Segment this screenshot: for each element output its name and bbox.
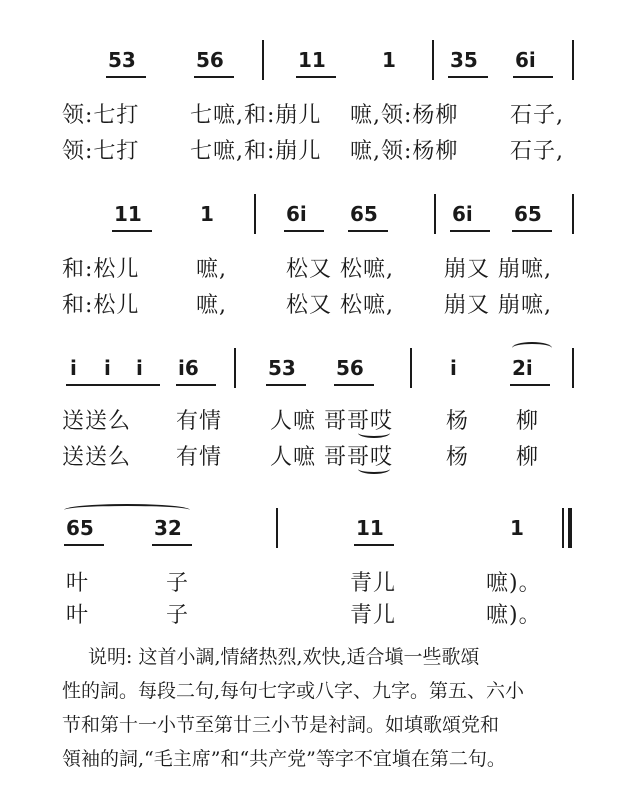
lyric-line <box>0 404 637 434</box>
barline <box>434 194 436 234</box>
barline <box>234 348 236 388</box>
lyric: 崩又 崩嗻, <box>444 257 552 282</box>
lyric: 松又 松嗻, <box>286 257 394 282</box>
lyric-line <box>0 566 637 596</box>
underline <box>512 230 552 232</box>
underline <box>450 230 490 232</box>
lyric: 青儿 <box>350 571 397 596</box>
lyric: 石子, <box>510 103 564 128</box>
explanation-line: 说明: 这首小調,情緒热烈,欢快,适合塡一些歌頌 <box>88 646 480 668</box>
final-barline <box>568 508 572 548</box>
underline <box>152 544 192 546</box>
lyric: 领:七打 <box>62 103 140 128</box>
underline <box>176 384 216 386</box>
underline <box>194 76 234 78</box>
lyric: 人嗻 哥哥哎 <box>270 409 393 434</box>
lyric: 领:七打 <box>62 139 140 164</box>
barline <box>572 348 574 388</box>
underline <box>296 76 336 78</box>
note-group: 53 <box>108 48 136 72</box>
underline <box>66 384 160 386</box>
lyric: 嗻, <box>196 257 227 282</box>
note-group: i6 <box>178 356 199 380</box>
lyric: 嗻)。 <box>486 603 542 628</box>
notation-line-2 <box>0 202 637 242</box>
barline <box>254 194 256 234</box>
lyric: 七嗻,和:崩儿 <box>190 139 322 164</box>
note-group: i <box>70 356 77 380</box>
lyric-line <box>0 598 637 628</box>
lyric: 嗻,领:杨柳 <box>350 103 459 128</box>
note-group: 65 <box>66 516 94 540</box>
barline <box>410 348 412 388</box>
notation-line-1 <box>0 48 637 88</box>
barline <box>572 194 574 234</box>
lyric: 送送么 <box>62 445 132 470</box>
explanation-line: 領袖的詞,“毛主席”和“共产党”等字不宜塡在第二句。 <box>62 748 506 770</box>
explanation-line: 节和第十一小节至第廿三小节是衬詞。如填歌頌党和 <box>62 714 500 736</box>
underline <box>284 230 324 232</box>
note-group: 35 <box>450 48 478 72</box>
explanation <box>62 640 608 776</box>
lyric-line <box>0 98 637 128</box>
explanation-line: 性的詞。每段二句,每句七字或八字、九字。第五、六小 <box>62 680 525 702</box>
note-group: i <box>450 356 457 380</box>
underline <box>112 230 152 232</box>
lyric-line <box>0 288 637 318</box>
note-group: 65 <box>514 202 542 226</box>
underline <box>334 384 374 386</box>
note-group: 2i <box>512 356 533 380</box>
note-group: 32 <box>154 516 182 540</box>
note-group: 6i <box>515 48 536 72</box>
note-group: 1 <box>200 202 214 226</box>
barline <box>276 508 278 548</box>
lyric: 杨 <box>446 445 470 470</box>
lyric: 崩又 崩嗻, <box>444 293 552 318</box>
lyric: 子 <box>166 603 190 628</box>
underline <box>510 384 550 386</box>
note-group: 56 <box>336 356 364 380</box>
barline <box>432 40 434 80</box>
note-group: 56 <box>196 48 224 72</box>
note-group: 53 <box>268 356 296 380</box>
lyric: 嗻,领:杨柳 <box>350 139 459 164</box>
underline <box>106 76 146 78</box>
notation-line-3 <box>0 356 637 396</box>
notation-line-4 <box>0 516 637 556</box>
slur <box>64 504 190 516</box>
lyric: 柳 <box>516 445 540 470</box>
note-group: i <box>136 356 143 380</box>
note-group: 11 <box>114 202 142 226</box>
note-group: i <box>104 356 111 380</box>
tie <box>358 464 390 474</box>
barline <box>572 40 574 80</box>
lyric: 嗻)。 <box>486 571 542 596</box>
tie <box>358 428 390 438</box>
underline <box>354 544 394 546</box>
lyric: 有情 <box>176 409 223 434</box>
note-group: 65 <box>350 202 378 226</box>
underline <box>348 230 388 232</box>
lyric: 和:松儿 <box>62 257 140 282</box>
lyric: 嗻, <box>196 293 227 318</box>
lyric: 送送么 <box>62 409 132 434</box>
lyric: 人嗻 哥哥哎 <box>270 445 393 470</box>
underline <box>64 544 104 546</box>
note-group: 6i <box>452 202 473 226</box>
lyric: 叶 <box>66 571 90 596</box>
underline <box>266 384 306 386</box>
underline <box>513 76 553 78</box>
lyric-line <box>0 134 637 164</box>
lyric: 七嗻,和:崩儿 <box>190 103 322 128</box>
lyric: 柳 <box>516 409 540 434</box>
slur <box>512 342 552 354</box>
barline <box>562 508 564 548</box>
lyric: 松又 松嗻, <box>286 293 394 318</box>
note-group: 1 <box>510 516 524 540</box>
note-group: 6i <box>286 202 307 226</box>
lyric-line <box>0 252 637 282</box>
barline <box>262 40 264 80</box>
note-group: 1 <box>382 48 396 72</box>
note-group: 11 <box>298 48 326 72</box>
lyric: 杨 <box>446 409 470 434</box>
lyric: 有情 <box>176 445 223 470</box>
lyric: 青儿 <box>350 603 397 628</box>
underline <box>448 76 488 78</box>
lyric-line <box>0 440 637 470</box>
lyric: 叶 <box>66 603 90 628</box>
lyric: 石子, <box>510 139 564 164</box>
lyric: 子 <box>166 571 190 596</box>
lyric: 和:松儿 <box>62 293 140 318</box>
note-group: 11 <box>356 516 384 540</box>
